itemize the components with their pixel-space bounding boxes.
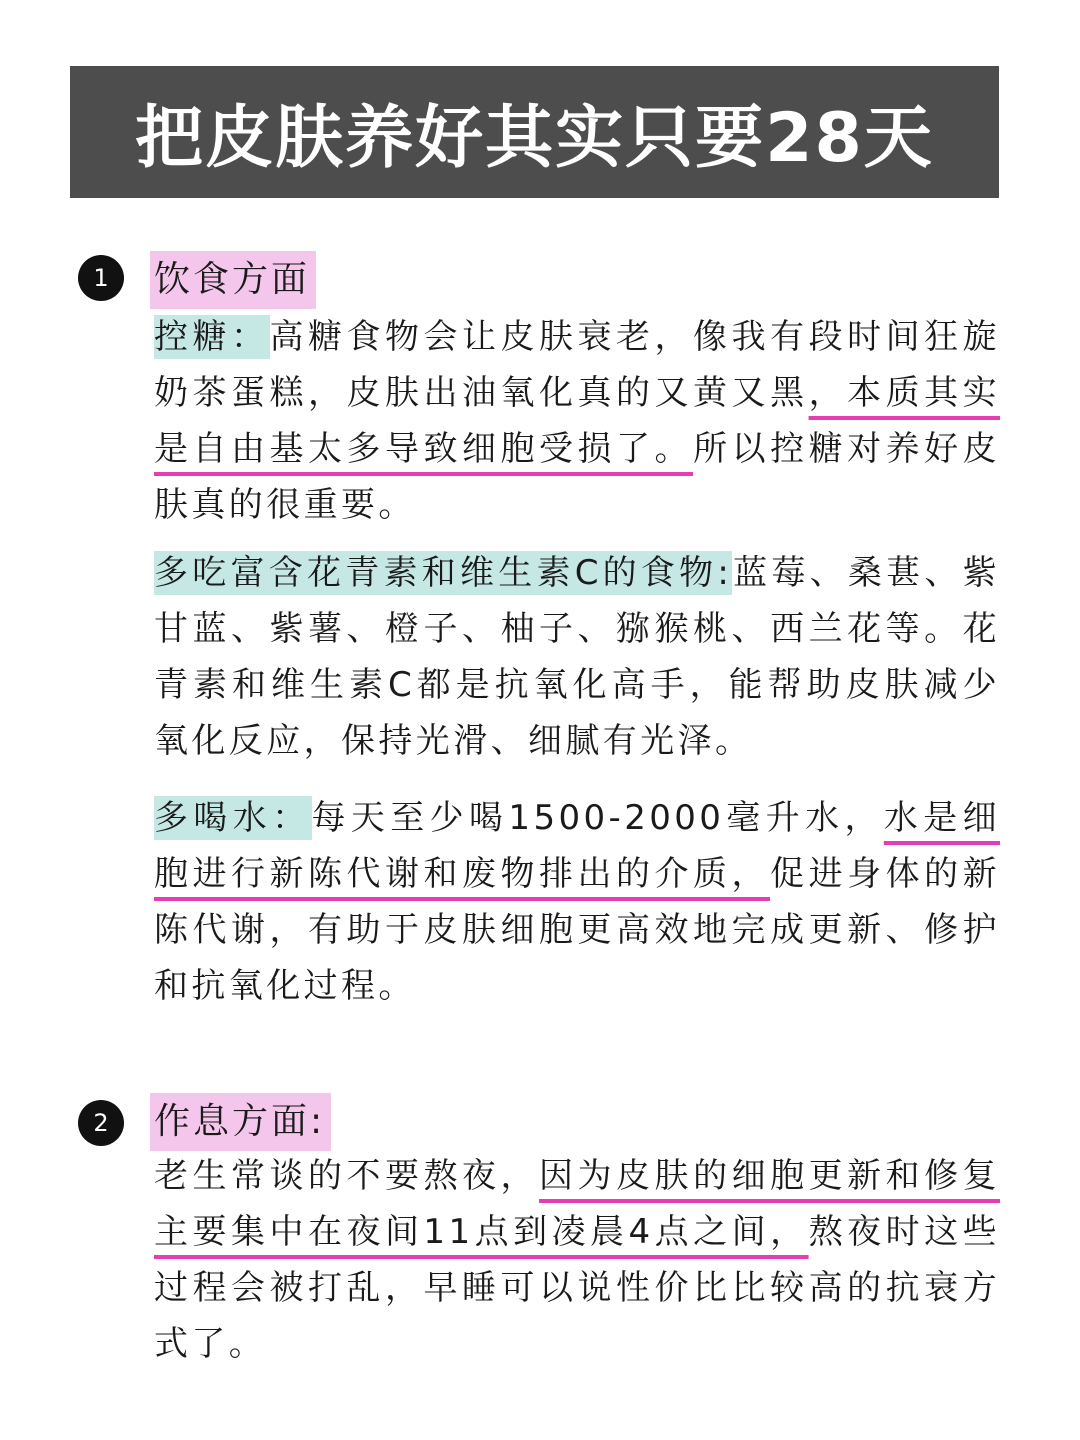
section-number-badge: 2 [78, 1100, 124, 1146]
paragraph-sugar-control [154, 309, 1000, 533]
section-heading: 作息方面: [150, 1093, 331, 1151]
paragraph-text: 高糖食物会让皮肤衰老，像我有段时间狂旋奶茶蛋糕，皮肤出油氧化真的又黄又黑 [154, 317, 1000, 413]
underlined-text: 水是细胞进行新陈代谢和废物排出的介质， [154, 798, 1000, 894]
paragraph-no-late-nights [154, 1148, 1000, 1372]
paragraph-text: 所以控糖对养好皮肤真的很重要。 [154, 429, 1000, 525]
section-heading: 饮食方面 [150, 251, 316, 309]
paragraph-antioxidant-foods [154, 545, 1000, 769]
paragraph-lead: 多喝水： [154, 798, 312, 838]
paragraph-lead: 控糖： [154, 317, 270, 357]
underlined-text: ，本质其实是自由基太多导致细胞受损了。 [154, 373, 1000, 469]
section-number-badge: 1 [78, 255, 124, 301]
underlined-text: 因为皮肤的细胞更新和修复主要集中在夜间11点到凌晨4点之间， [154, 1156, 1000, 1252]
paragraph-lead: 多吃富含花青素和维生素C的食物: [154, 553, 733, 593]
paragraph-text: 老生常谈的不要熬夜， [154, 1156, 540, 1196]
paragraph-text: 每天至少喝1500-2000毫升水， [311, 798, 884, 838]
paragraph-text: 蓝莓、桑葚、紫甘蓝、紫薯、橙子、柚子、猕猴桃、西兰花等。花青素和维生素C都是抗氧化高手，能帮助皮肤减少氧化反应，保持光滑、细腻有光泽。 [154, 553, 1000, 761]
paragraph-text: 促进身体的新陈代谢，有助于皮肤细胞更高效地完成更新、修护和抗氧化过程。 [154, 854, 1000, 1006]
paragraph-drink-water [154, 790, 1000, 1014]
title-banner [70, 66, 999, 198]
paragraph-text: 熬夜时这些过程会被打乱，早睡可以说性价比比较高的抗衰方式了。 [154, 1212, 1000, 1364]
page-title: 把皮肤养好其实只要28天 [135, 98, 934, 178]
